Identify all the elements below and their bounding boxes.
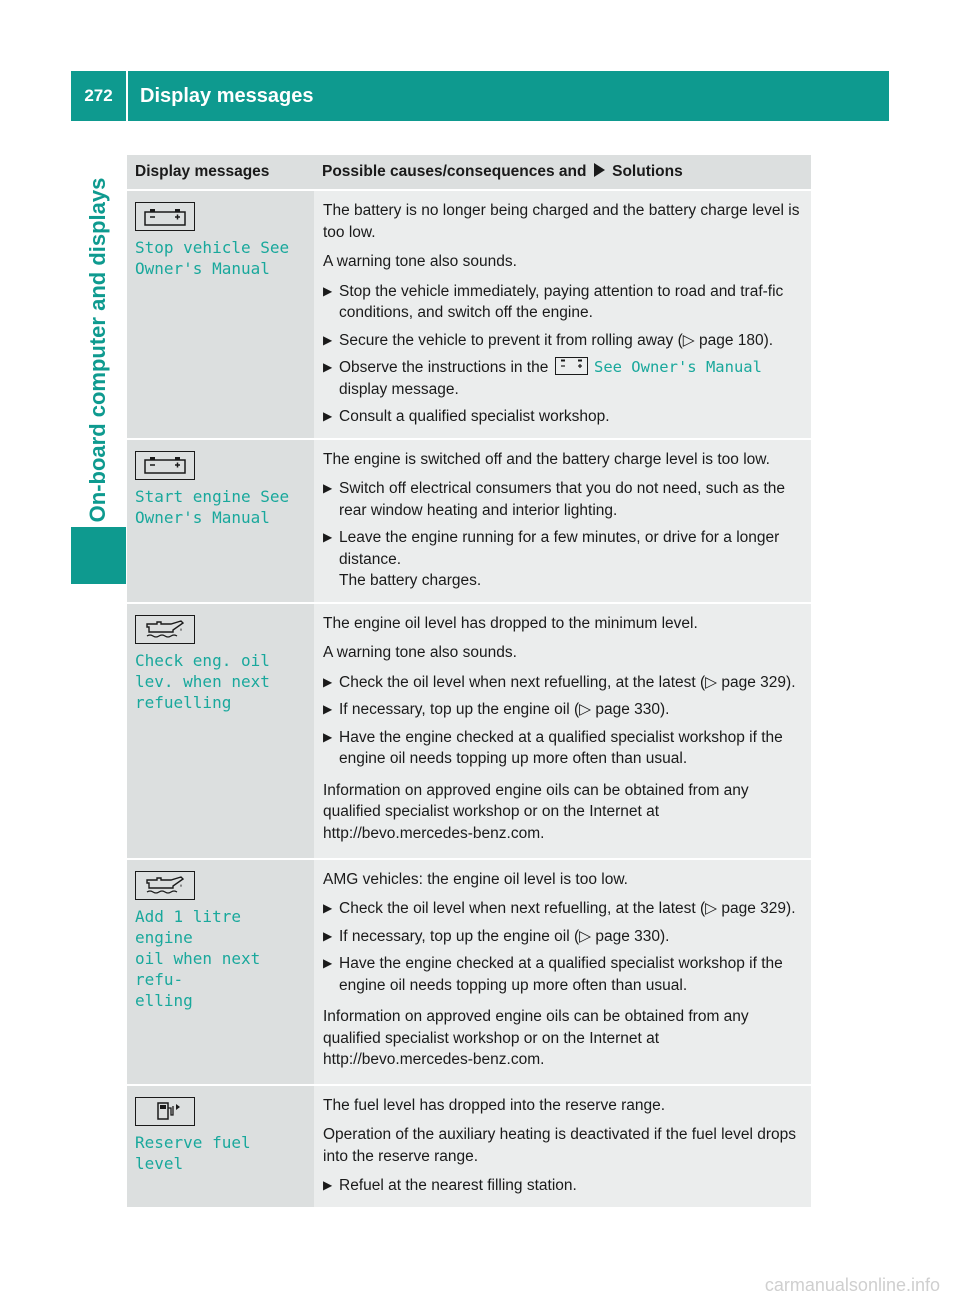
message-cell (127, 439, 314, 603)
table-header-row (127, 155, 811, 190)
table-row (127, 603, 811, 859)
step-arrow-icon: ▶ (323, 956, 333, 970)
battery-icon (135, 451, 195, 480)
play-arrow-icon (594, 163, 605, 177)
solution-step: ▶ Switch off electrical consumers that you do not need, such as the rear window heating and interior lighting. (323, 478, 805, 521)
info-text: Information on approved engine oils can be obtained from any qualified specialist workshop or on the Internet at http://bevo.mercedes-benz.com. (323, 1008, 749, 1068)
solution-step: ▶ Secure the vehicle to prevent it from rolling away (▷ page 180). (323, 330, 805, 352)
cause-text: AMG vehicles: the engine oil level is too low. (323, 870, 628, 888)
solution-step: ▶ Stop the vehicle immediately, paying attention to road and traf-fic conditions, and switch off the engine. (323, 281, 805, 324)
col-header-causes (314, 155, 811, 190)
cause-text: The engine is switched off and the battery charge level is too low. (323, 450, 770, 468)
solution-step: ▶ Refuel at the nearest filling station. (323, 1175, 805, 1197)
message-cell (127, 1085, 314, 1208)
step-arrow-icon: ▶ (323, 481, 333, 495)
solution-cell (314, 603, 811, 859)
solution-cell (314, 190, 811, 439)
page-header (71, 71, 889, 121)
page-title: Display messages (140, 84, 314, 107)
solution-cell (314, 859, 811, 1085)
col-header-display-messages: Display messages (127, 155, 314, 190)
message-cell (127, 859, 314, 1085)
oil-can-icon (135, 871, 195, 900)
solution-step: ▶ Have the engine checked at a qualified specialist workshop if the engine oil needs topping up more often than usual. (323, 727, 805, 770)
table-row (127, 859, 811, 1085)
cause-text: Operation of the auxiliary heating is deactivated if the fuel level drops into the reserve range. (323, 1126, 797, 1165)
step-arrow-icon: ▶ (323, 360, 333, 374)
display-message-reference: See Owner's Manual (593, 358, 762, 376)
solution-cell (314, 439, 811, 603)
display-message-text: Check eng. oil lev. when next refuelling (135, 650, 270, 712)
col-header-solutions-text: Solutions (612, 163, 683, 180)
table-row (127, 439, 811, 603)
solution-step: ▶ Check the oil level when next refuelling, at the latest (▷ page 329). (323, 672, 805, 694)
battery-icon (555, 357, 588, 375)
step-arrow-icon: ▶ (323, 674, 333, 689)
solution-step: ▶ Leave the engine running for a few minutes, or drive for a longer distance. The battery charges. (323, 527, 805, 592)
cause-text: The battery is no longer being charged and the battery charge level is too low. (323, 202, 800, 241)
step-arrow-icon: ▶ (323, 1178, 333, 1192)
oil-can-icon (135, 615, 195, 644)
step-arrow-icon: ▶ (323, 332, 333, 347)
step-arrow-icon: ▶ (323, 409, 333, 423)
cause-text: A warning tone also sounds. (323, 644, 517, 661)
solution-step: ▶ Consult a qualified specialist workshop. (323, 406, 805, 428)
step-arrow-icon: ▶ (323, 702, 333, 716)
step-arrow-icon: ▶ (323, 283, 333, 298)
cause-text: A warning tone also sounds. (323, 253, 517, 270)
solution-step: ▶ Have the engine checked at a qualified specialist workshop if the engine oil needs topping up more often than usual. (323, 953, 805, 996)
display-message-text: Add 1 litre engine oil when next refu‐ elling (135, 906, 261, 1010)
message-cell (127, 603, 314, 859)
display-message-text: Reserve fuel level (135, 1132, 251, 1173)
message-cell (127, 190, 314, 439)
table-row (127, 1085, 811, 1208)
cause-text: The engine oil level has dropped to the minimum level. (323, 614, 698, 632)
fuel-pump-icon (135, 1097, 195, 1126)
info-text: Information on approved engine oils can be obtained from any qualified specialist workshop or on the Internet at http://bevo.mercedes-benz.com. (323, 781, 749, 842)
side-tab-block (71, 527, 126, 584)
cause-text: The fuel level has dropped into the reserve range. (323, 1096, 666, 1114)
step-arrow-icon: ▶ (323, 729, 333, 744)
table-row (127, 190, 811, 439)
solution-step: ▶ If necessary, top up the engine oil (▷ page 330). (323, 926, 805, 948)
side-tab-label: On-board computer and displays (85, 177, 110, 523)
step-arrow-icon: ▶ (323, 928, 333, 943)
step-arrow-icon: ▶ (323, 901, 333, 915)
page-number: 272 (84, 86, 113, 105)
display-message-text: Start engine See Owner's Manual (135, 486, 290, 527)
col-header-causes-text: Possible causes/consequences and (322, 163, 587, 180)
solution-step: ▶ Check the oil level when next refuelling, at the latest (▷ page 329). (323, 898, 805, 920)
solution-step: ▶ Observe the instructions in the See Owner's Manual display message. (323, 357, 805, 400)
battery-icon (135, 202, 195, 231)
display-message-text: Stop vehicle See Owner's Manual (135, 238, 290, 278)
display-messages-table (127, 155, 811, 1209)
watermark: carmanualsonline.info (764, 1275, 940, 1295)
solution-cell (314, 1085, 811, 1208)
step-arrow-icon: ▶ (323, 530, 333, 544)
solution-step: ▶ If necessary, top up the engine oil (▷ page 330). (323, 699, 805, 721)
